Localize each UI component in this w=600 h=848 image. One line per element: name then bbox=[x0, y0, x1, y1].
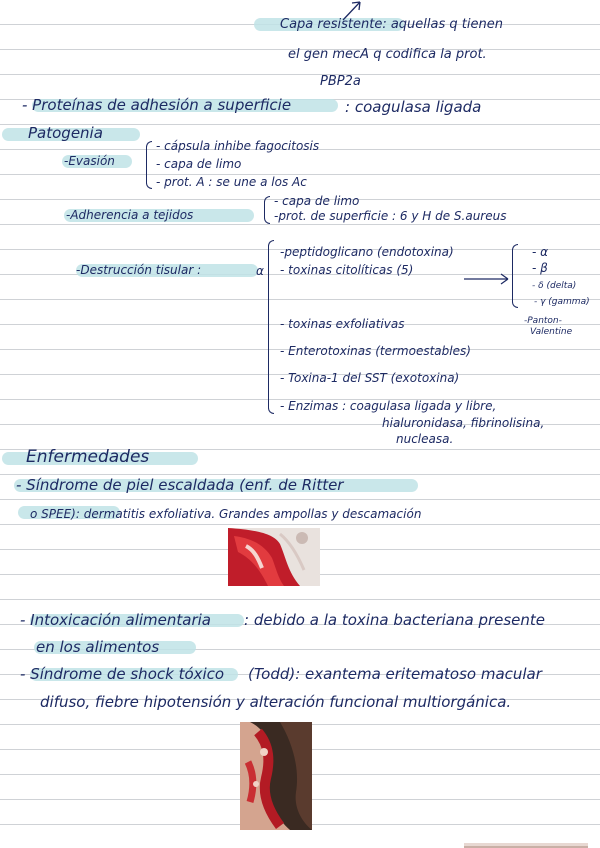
destruccion-item: hialuronidasa, fibrinolisina, bbox=[382, 416, 545, 430]
partial-photo bbox=[464, 838, 588, 848]
scalded-skin-photo bbox=[228, 528, 320, 586]
destruccion-item: -peptidoglicano (endotoxina) bbox=[280, 245, 454, 259]
toxin-type: - γ (gamma) bbox=[534, 297, 590, 307]
destruccion-item: - Enzimas : coagulasa ligada y libre, bbox=[280, 399, 497, 413]
destruccion-item: - toxinas exfoliativas bbox=[280, 317, 405, 331]
evasion-item: - prot. A : se une a los Ac bbox=[156, 175, 307, 189]
shock-toxico-value: (Todd): exantema eritematoso macular bbox=[248, 665, 542, 683]
destruccion-item: nucleasa. bbox=[396, 432, 454, 446]
shock-toxico-line2: difuso, fiebre hipotensión y alteración funcional multiorgánica. bbox=[40, 693, 512, 711]
evasion-item: - capa de limo bbox=[156, 157, 242, 171]
label-adherencia: -Adherencia a tejidos bbox=[66, 208, 194, 222]
note-capa-line1: Capa resistente: aquellas q tienen bbox=[280, 17, 503, 32]
label-destruccion: -Destrucción tisular : bbox=[76, 263, 202, 277]
intoxicacion-line2: en los alimentos bbox=[36, 638, 160, 656]
speej-description: o SPEE): dermatitis exfoliativa. Grandes ampollas y descamación bbox=[30, 507, 422, 521]
heading-intoxicacion: - Intoxicación alimentaria bbox=[20, 611, 211, 629]
adherencia-item: -prot. de superficie : 6 y H de S.aureus bbox=[274, 209, 507, 223]
label-evasion: -Evasión bbox=[64, 154, 115, 168]
panton-valentine: Valentine bbox=[530, 327, 573, 337]
heading-shock-toxico: - Síndrome de shock tóxico bbox=[20, 665, 225, 683]
proteinas-adhesion-value: : coagulasa ligada bbox=[345, 98, 482, 116]
intoxicacion-value: : debido a la toxina bacteriana presente bbox=[244, 611, 546, 629]
brace-adherencia bbox=[264, 196, 270, 224]
destruccion-item: - Toxina-1 del SST (exotoxina) bbox=[280, 371, 460, 385]
panton-valentine: -Panton- bbox=[524, 316, 562, 326]
heading-sindrome-piel: - Síndrome de piel escaldada (enf. de Ritter bbox=[16, 476, 344, 494]
alpha-symbol: α bbox=[256, 264, 264, 278]
evasion-item: - cápsula inhibe fagocitosis bbox=[156, 139, 320, 153]
heading-patogenia: Patogenia bbox=[28, 124, 103, 142]
toxin-type: - δ (delta) bbox=[532, 281, 577, 291]
toxin-type: - β bbox=[532, 261, 548, 275]
brace-toxin-types bbox=[512, 244, 518, 308]
heading-proteinas-adhesion: - Proteínas de adhesión a superficie bbox=[22, 96, 292, 114]
destruccion-item: - toxinas citolíticas (5) bbox=[280, 263, 414, 277]
brace-destruccion bbox=[268, 240, 274, 414]
adherencia-item: - capa de limo bbox=[274, 194, 360, 208]
heading-enfermedades: Enfermedades bbox=[26, 447, 150, 467]
arrow-right-icon bbox=[462, 272, 512, 286]
note-capa-line2: el gen mecA q codifica la prot. bbox=[288, 47, 487, 62]
destruccion-item: - Enterotoxinas (termoestables) bbox=[280, 344, 471, 358]
toxic-shock-photo bbox=[240, 722, 312, 830]
note-capa-line3: PBP2a bbox=[320, 74, 361, 89]
toxin-type: - α bbox=[532, 245, 549, 259]
brace-evasion bbox=[146, 141, 152, 189]
